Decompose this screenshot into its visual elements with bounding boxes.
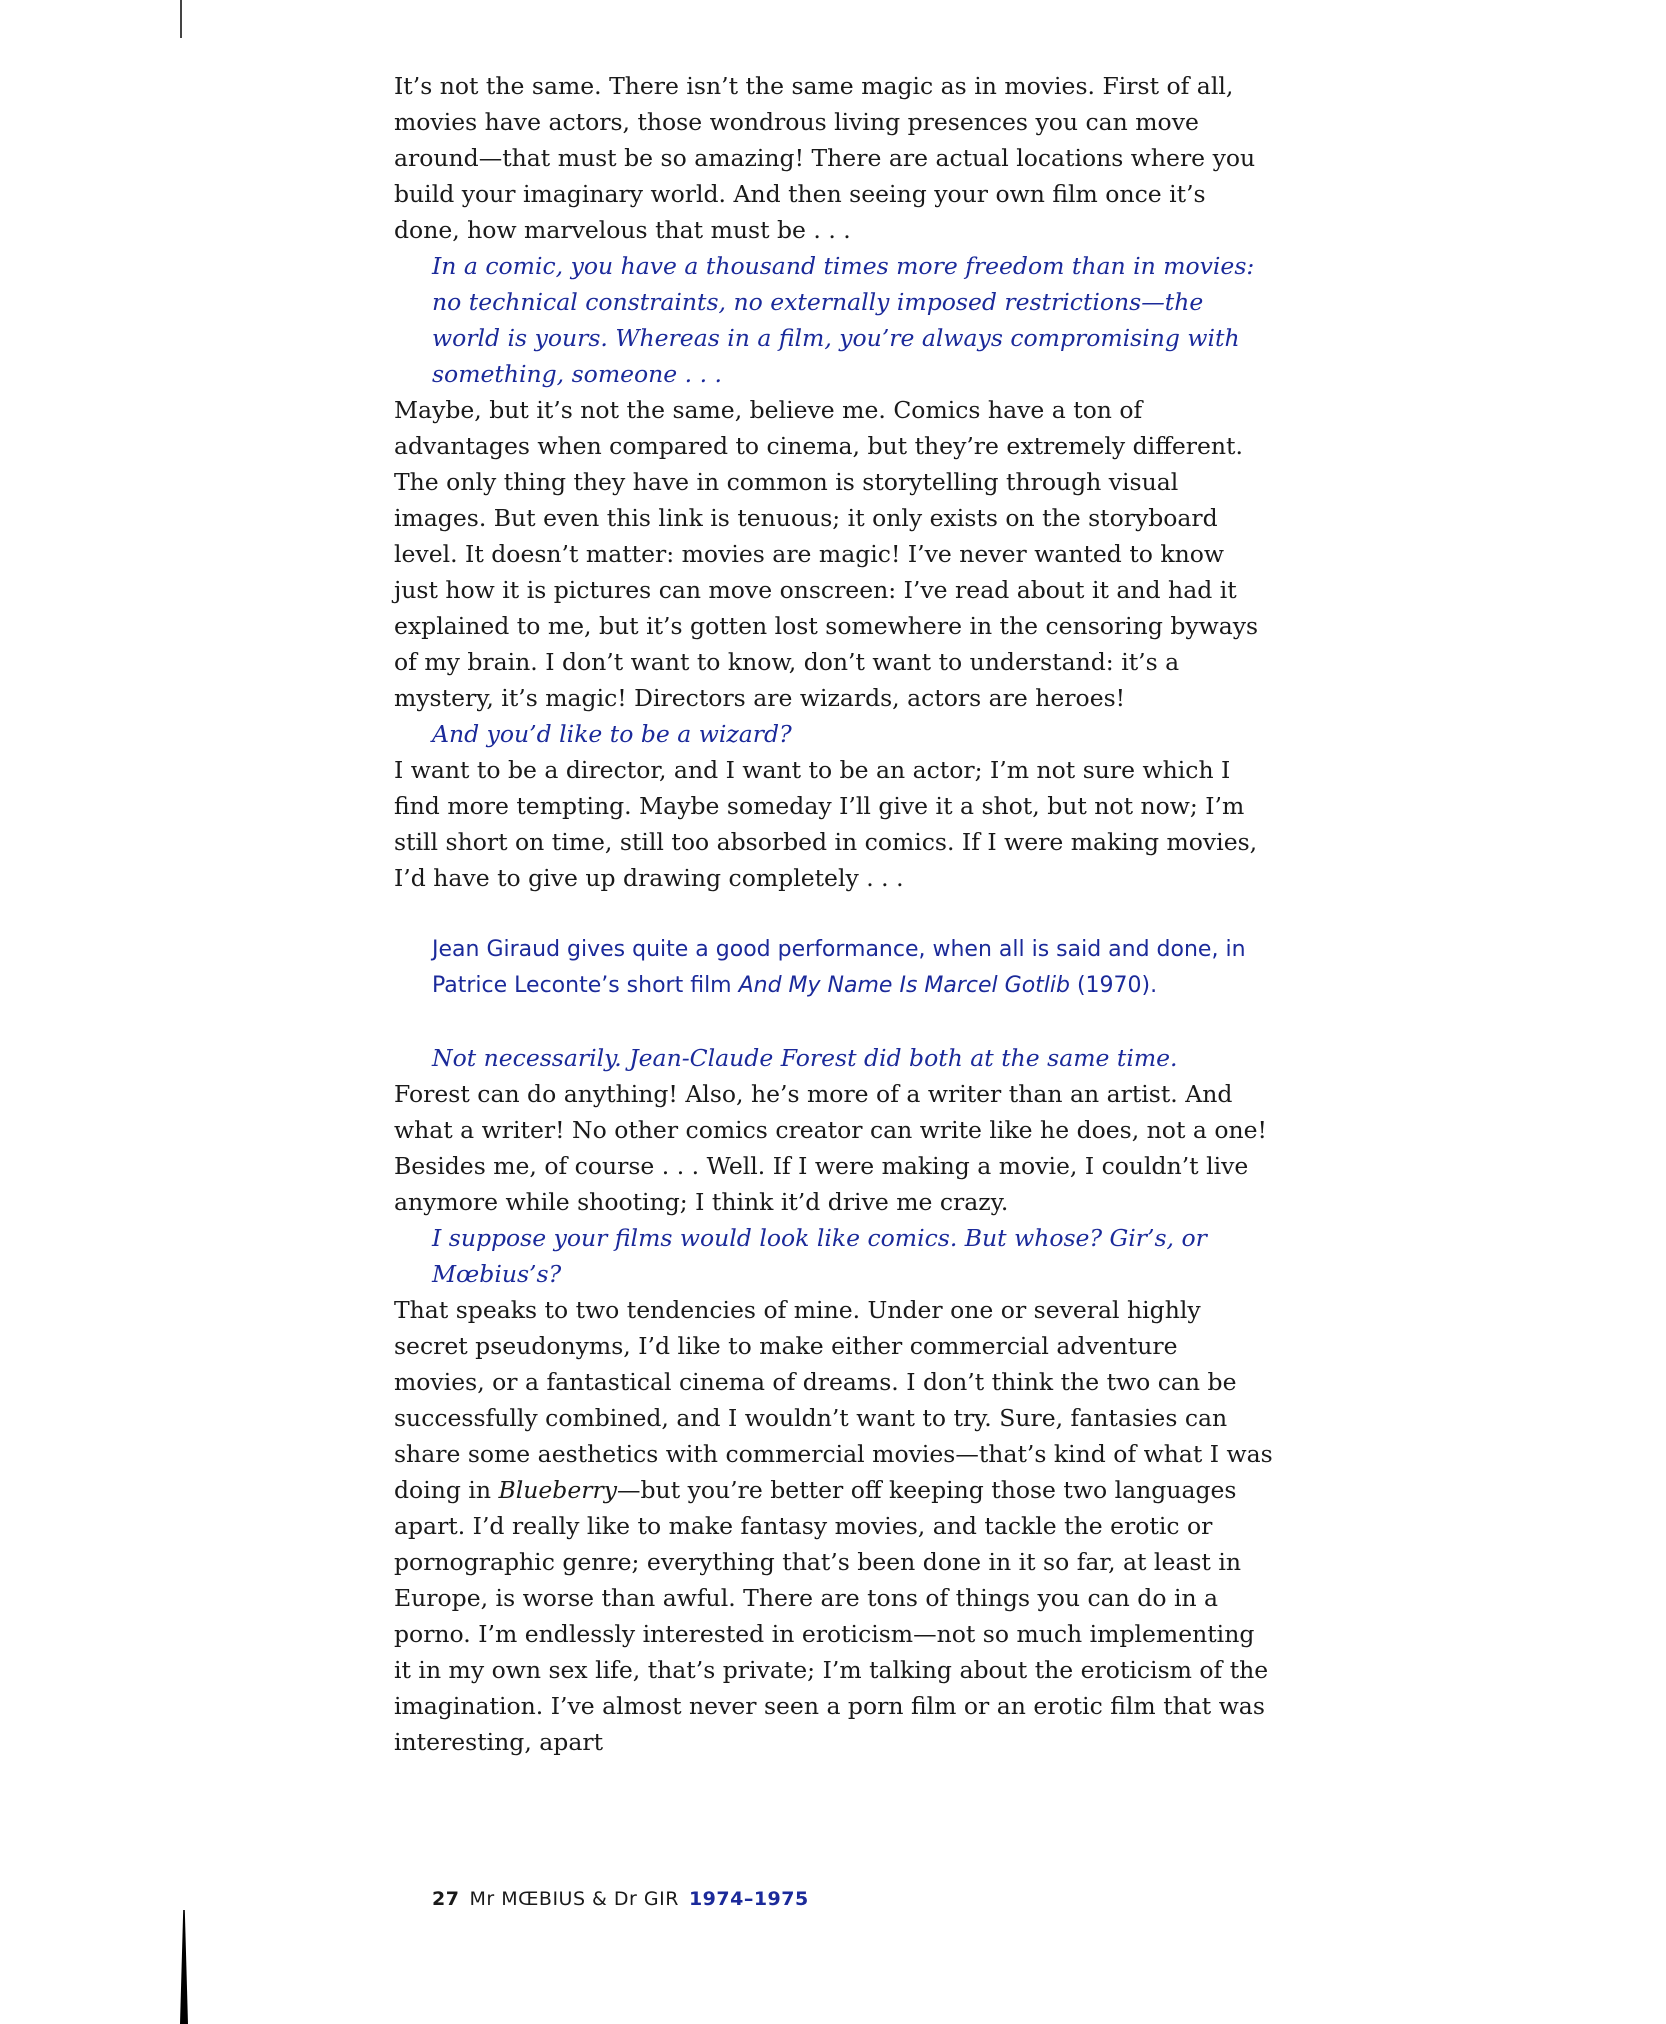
film-title: And My Name Is Marcel Gotlib (738, 973, 1070, 998)
answer-text-after: —but you’re better off keeping those two languages apart. I’d really like to make fantasy movies, and tackle the erotic or pornographic genre; everything that’s been done in it so far, at least in Europe, is worse than awful. There are tons of things you can do in a porno. I’m endlessly interested in eroticism—not so much implementing it in my own sex life, that’s private; I’m talking about the eroticism of the imagination. I’ve almost never seen a porn film or an erotic film that was interesting, apart (394, 1476, 1269, 1756)
question-paragraph: I suppose your films would look like comics. But whose? Gir’s, or Mœbius’s? (432, 1224, 1207, 1288)
answer-text-before: That speaks to two tendencies of mine. Under one or several highly secret pseudonyms, I’d like to make either commercial adventure movies, or a fantastical cinema of dreams. I don’t think the two can be successfully combined, and I wouldn’t want to try. Sure, fantasies can share some aesthetics with commercial movies—that’s kind of what I was doing in (394, 1296, 1273, 1504)
answer-paragraph: Forest can do anything! Also, he’s more of a writer than an artist. And what a writer! No other comics creator can write like he does, not a one! Besides me, of course . . . Well. If I were making a movie, I couldn’t live anymore while shooting; I think it’d drive me crazy. (394, 1080, 1267, 1216)
note-text-before: Jean Giraud gives quite a good performance, when all is said and done, in Patrice Leconte’s short film (432, 937, 1246, 998)
question-paragraph: In a comic, you have a thousand times more freedom than in movies: no technical constraints, no externally imposed restrictions—the world is yours. Whereas in a film, you’re always compromising with something, someone . . . (432, 252, 1255, 388)
page-footer (432, 1888, 809, 1910)
interview-text (394, 68, 1274, 1760)
year-range: 1974–1975 (688, 1888, 809, 1910)
answer-paragraph (394, 1292, 1274, 1760)
book-title: Mr MŒBIUS & Dr GIR (469, 1888, 679, 1910)
answer-paragraph: It’s not the same. There isn’t the same magic as in movies. First of all, movies have actors, those wondrous living presences you can move around—that must be so amazing! There are actual locations where you build your imaginary world. And then seeing your own film once it’s done, how marvelous that must be . . . (394, 72, 1256, 244)
answer-paragraph: I want to be a director, and I want to be an actor; I’m not sure which I find more tempting. Maybe someday I’ll give it a shot, but not now; I’m still short on time, still too absorbed in comics. If I were making movies, I’d have to give up drawing completely . . . (394, 756, 1258, 892)
comic-title: Blueberry (498, 1476, 618, 1504)
answer-paragraph: Maybe, but it’s not the same, believe me. Comics have a ton of advantages when compared to cinema, but they’re extremely different. The only thing they have in common is storytelling through visual images. But even this link is tenuous; it only exists on the storyboard level. It doesn’t matter: movies are magic! I’ve never wanted to know just how it is pictures can move onscreen: I’ve read about it and had it explained to me, but it’s gotten lost somewhere in the censoring byways of my brain. I don’t want to know, don’t want to understand: it’s a mystery, it’s magic! Directors are wizards, actors are heroes! (394, 396, 1259, 712)
crop-mark-bottom (180, 1910, 188, 2024)
editorial-note (394, 932, 1274, 1004)
note-text-after: (1970). (1069, 973, 1158, 998)
question-paragraph: And you’d like to be a wizard? (432, 720, 792, 748)
crop-mark-top (180, 0, 182, 38)
page-number: 27 (432, 1888, 460, 1910)
question-paragraph: Not necessarily. Jean-Claude Forest did both at the same time. (432, 1044, 1178, 1072)
